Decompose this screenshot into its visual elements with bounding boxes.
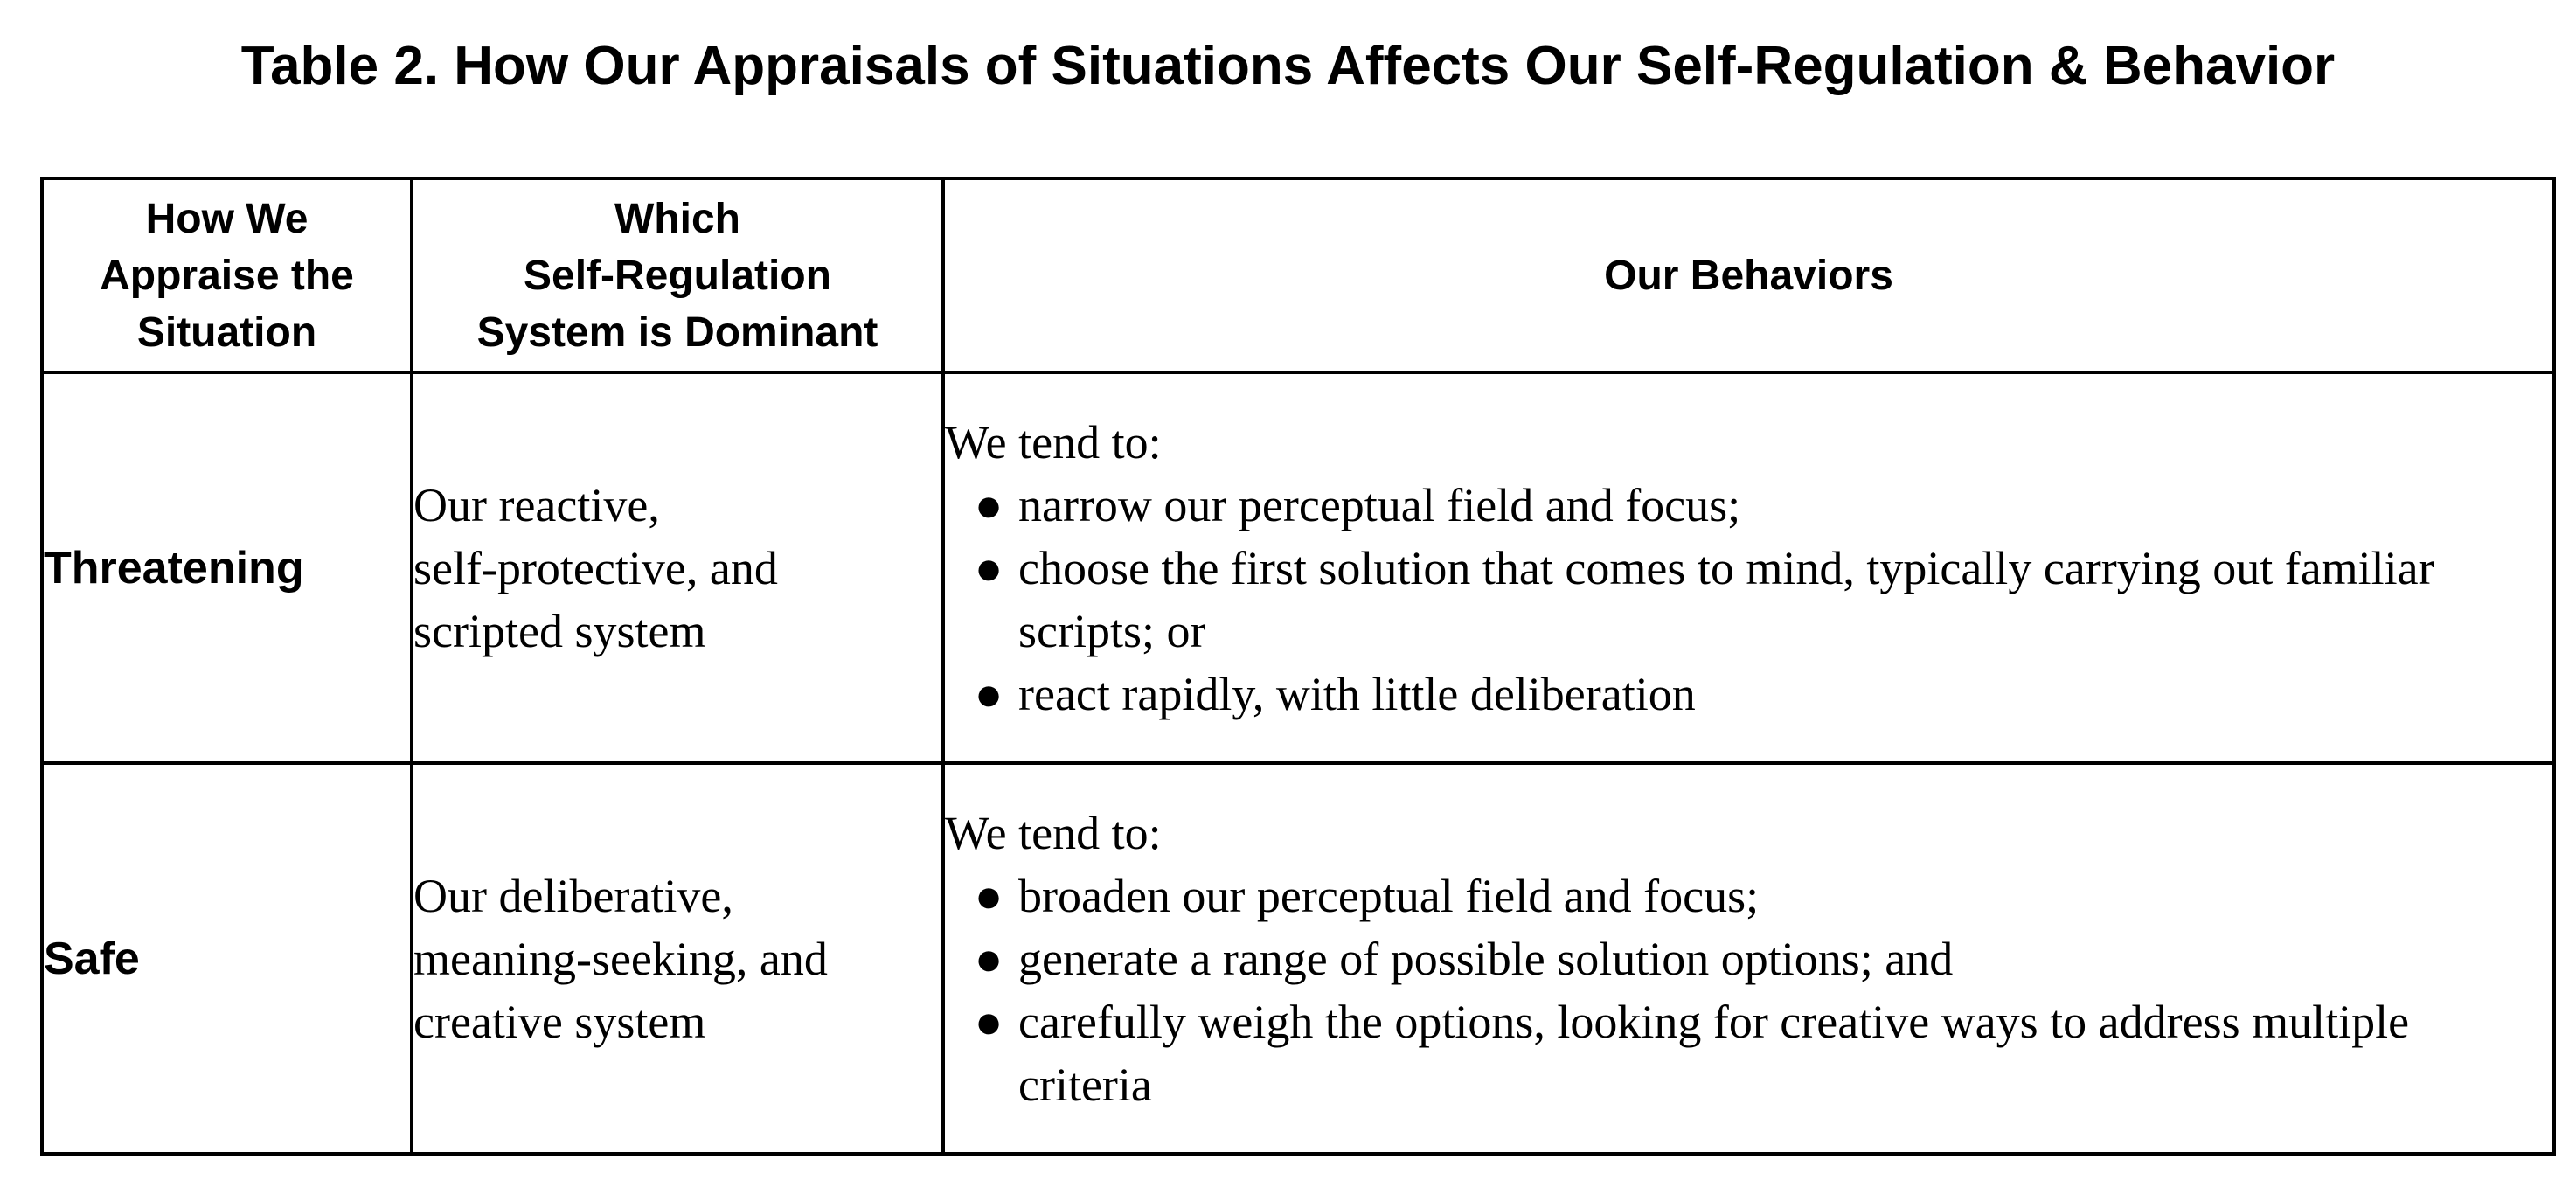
bullet-icon: ● bbox=[974, 869, 1003, 922]
bullet-icon: ● bbox=[974, 478, 1003, 531]
behaviors-intro: We tend to: bbox=[945, 415, 1162, 469]
appraisal-label: Threatening bbox=[42, 372, 412, 763]
table-header-row bbox=[42, 178, 2554, 372]
column-header-behaviors: Our Behaviors bbox=[943, 178, 2554, 372]
bullet-icon: ● bbox=[974, 995, 1003, 1048]
table-row-threatening bbox=[42, 372, 2554, 763]
column-header-system: Which Self-Regulation System is Dominant bbox=[412, 178, 943, 372]
dominant-system: Our reactive, self-protective, and scripted system bbox=[412, 372, 943, 763]
list-item: ● react rapidly, with little deliberation bbox=[945, 663, 2552, 725]
appraisal-table bbox=[40, 177, 2556, 1156]
list-item: ● narrow our perceptual field and focus; bbox=[945, 474, 2552, 537]
bullet-icon: ● bbox=[974, 667, 1003, 720]
bullet-icon: ● bbox=[974, 932, 1003, 985]
table-row-safe bbox=[42, 763, 2554, 1154]
behaviors-intro: We tend to: bbox=[945, 806, 1162, 859]
behaviors-cell bbox=[943, 763, 2554, 1154]
list-item: ● carefully weigh the options, looking for creative ways to address multiple criteria bbox=[945, 990, 2552, 1116]
list-item: ● choose the first solution that comes to mind, typically carrying out familiar scripts; or bbox=[945, 537, 2552, 663]
behaviors-cell bbox=[943, 372, 2554, 763]
dominant-system: Our deliberative, meaning-seeking, and creative system bbox=[412, 763, 943, 1154]
list-item: ● broaden our perceptual field and focus; bbox=[945, 864, 2552, 927]
behaviors-list bbox=[945, 474, 2552, 725]
table-title: Table 2. How Our Appraisals of Situations Affects Our Self-Regulation & Behavior bbox=[240, 36, 2336, 96]
list-item: ● generate a range of possible solution options; and bbox=[945, 927, 2552, 990]
column-header-appraisal: How We Appraise the Situation bbox=[42, 178, 412, 372]
behaviors-list bbox=[945, 864, 2552, 1116]
bullet-icon: ● bbox=[974, 541, 1003, 594]
appraisal-label: Safe bbox=[42, 763, 412, 1154]
